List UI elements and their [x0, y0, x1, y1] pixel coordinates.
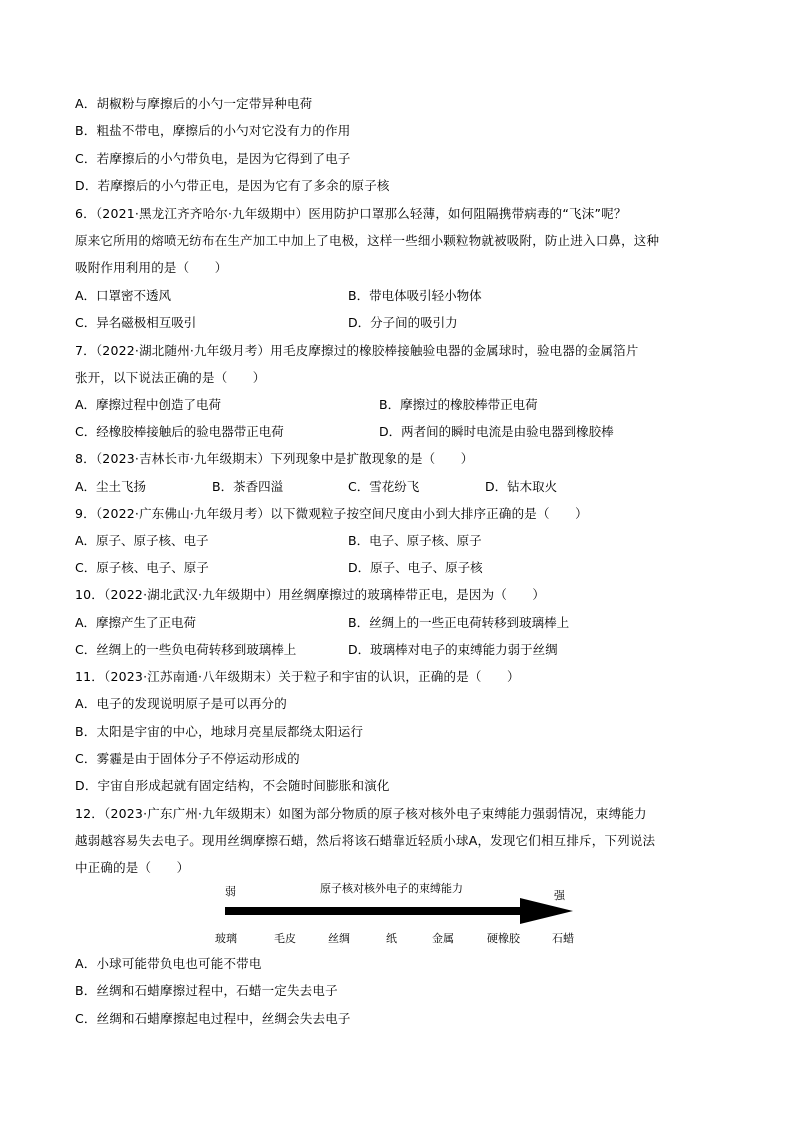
q9-option-d: D．原子、电子、原子核 — [348, 560, 483, 575]
q10-option-d: D．玻璃棒对电子的束缚能力弱于丝绸 — [348, 642, 558, 657]
q12-stem-line-1: 12．（2023·广东广州·九年级期末）如图为部分物质的原子核对核外电子束缚能力强弱情况，束缚能力 — [75, 806, 647, 821]
q8-stem: 8．（2023·吉林长市·九年级期末）下列现象中是扩散现象的是（ ） — [75, 451, 474, 466]
q6-options-row-2 — [75, 315, 725, 331]
binding-ability-figure — [200, 882, 600, 952]
q5-option-b: B．粗盐不带电，摩擦后的小勺对它没有力的作用 — [75, 123, 351, 138]
arrow-head — [520, 898, 573, 924]
material-hard-rubber: 硬橡胶 — [487, 932, 520, 945]
q5-option-a: A．胡椒粉与摩擦后的小勺一定带异种电荷 — [75, 96, 313, 111]
q7-stem-line-2: 张开，以下说法正确的是（ ） — [75, 370, 266, 385]
q9-options-row-2 — [75, 560, 725, 576]
q9-option-b: B．电子、原子核、原子 — [348, 533, 482, 548]
figure-strong-label: 强 — [554, 889, 565, 902]
q10-option-b: B．丝绸上的一些正电荷转移到玻璃棒上 — [348, 615, 570, 630]
q12-stem-line-2: 越弱越容易失去电子。现用丝绸摩擦石蜡，然后将该石蜡靠近轻质小球A，发现它们相互排斥，下列说法 — [75, 833, 656, 848]
q9-options-row-1 — [75, 533, 725, 549]
q11-stem: 11．（2023·江苏南通·八年级期末）关于粒子和宇宙的认识，正确的是（ ） — [75, 669, 520, 684]
q10-options-row-2 — [75, 642, 725, 658]
q6-options-row-1 — [75, 288, 725, 304]
q8-option-b: B．茶香四溢 — [212, 479, 284, 494]
arrow-graphic — [200, 882, 600, 952]
q7-options-row-1 — [75, 397, 725, 413]
q9-stem: 9．（2022·广东佛山·九年级月考）以下微观粒子按空间尺度由小到大排序正确的是（ ） — [75, 506, 588, 521]
q11-option-a: A．电子的发现说明原子是可以再分的 — [75, 696, 287, 711]
arrow-shaft — [225, 907, 525, 915]
figure-weak-label: 弱 — [225, 885, 236, 898]
material-paraffin: 石蜡 — [552, 932, 574, 945]
q7-option-c: C．经橡胶棒接触后的验电器带正电荷 — [75, 424, 284, 439]
q7-stem-line-1: 7．（2022·湖北随州·九年级月考）用毛皮摩擦过的橡胶棒接触验电器的金属球时，验电器的金属箔片 — [75, 343, 639, 358]
q11-option-d: D．宇宙自形成起就有固定结构，不会随时间膨胀和演化 — [75, 778, 390, 793]
q10-options-row-1 — [75, 615, 725, 631]
q11-option-b: B．太阳是宇宙的中心，地球月亮星辰都绕太阳运行 — [75, 724, 364, 739]
q6-option-b: B．带电体吸引轻小物体 — [348, 288, 482, 303]
material-fur: 毛皮 — [274, 932, 296, 945]
q12-option-b: B．丝绸和石蜡摩擦过程中，石蜡一定失去电子 — [75, 983, 338, 998]
q8-option-c: C．雪花纷飞 — [348, 479, 420, 494]
q6-option-d: D．分子间的吸引力 — [348, 315, 458, 330]
q5-option-c: C．若摩擦后的小勺带负电，是因为它得到了电子 — [75, 151, 351, 166]
q8-option-d: D．钻木取火 — [485, 479, 558, 494]
q9-option-c: C．原子核、电子、原子 — [75, 560, 209, 575]
q12-option-a: A．小球可能带负电也可能不带电 — [75, 956, 262, 971]
material-glass: 玻璃 — [215, 932, 237, 945]
q7-option-a: A．摩擦过程中创造了电荷 — [75, 397, 222, 412]
q7-option-b: B．摩擦过的橡胶棒带正电荷 — [379, 397, 538, 412]
q8-option-a: A．尘土飞扬 — [75, 479, 147, 494]
q6-option-a: A．口罩密不透风 — [75, 288, 172, 303]
q7-option-d: D．两者间的瞬时电流是由验电器到橡胶棒 — [379, 424, 614, 439]
q10-stem: 10．（2022·湖北武汉·九年级期中）用丝绸摩擦过的玻璃棒带正电，是因为（ ） — [75, 587, 546, 602]
q6-stem-line-1: 6．（2021·黑龙江齐齐哈尔·九年级期中）医用防护口罩那么轻薄，如何阻隔携带病毒的“飞沫”呢？ — [75, 206, 627, 221]
q9-option-a: A．原子、原子核、电子 — [75, 533, 209, 548]
q10-option-a: A．摩擦产生了正电荷 — [75, 615, 197, 630]
q6-stem-line-3: 吸附作用利用的是（ ） — [75, 260, 228, 275]
q12-stem-line-3: 中正确的是（ ） — [75, 860, 190, 875]
q6-stem-line-2: 原来它所用的熔喷无纺布在生产加工中加上了电极，这样一些细小颗粒物就被吸附，防止进入口鼻，这种 — [75, 233, 660, 248]
q6-option-c: C．异名磁极相互吸引 — [75, 315, 197, 330]
q12-option-c: C．丝绸和石蜡摩擦起电过程中，丝绸会失去电子 — [75, 1011, 351, 1026]
q11-option-c: C．雾霾是由于固体分子不停运动形成的 — [75, 751, 300, 766]
q10-option-c: C．丝绸上的一些负电荷转移到玻璃棒上 — [75, 642, 297, 657]
material-silk: 丝绸 — [328, 932, 350, 945]
material-metal: 金属 — [432, 932, 454, 945]
q5-option-d: D．若摩擦后的小勺带正电，是因为它有了多余的原子核 — [75, 178, 390, 193]
figure-title: 原子核对核外电子的束缚能力 — [320, 882, 463, 895]
q8-options-row — [75, 479, 725, 495]
q7-options-row-2 — [75, 424, 725, 440]
material-paper: 纸 — [386, 932, 397, 945]
